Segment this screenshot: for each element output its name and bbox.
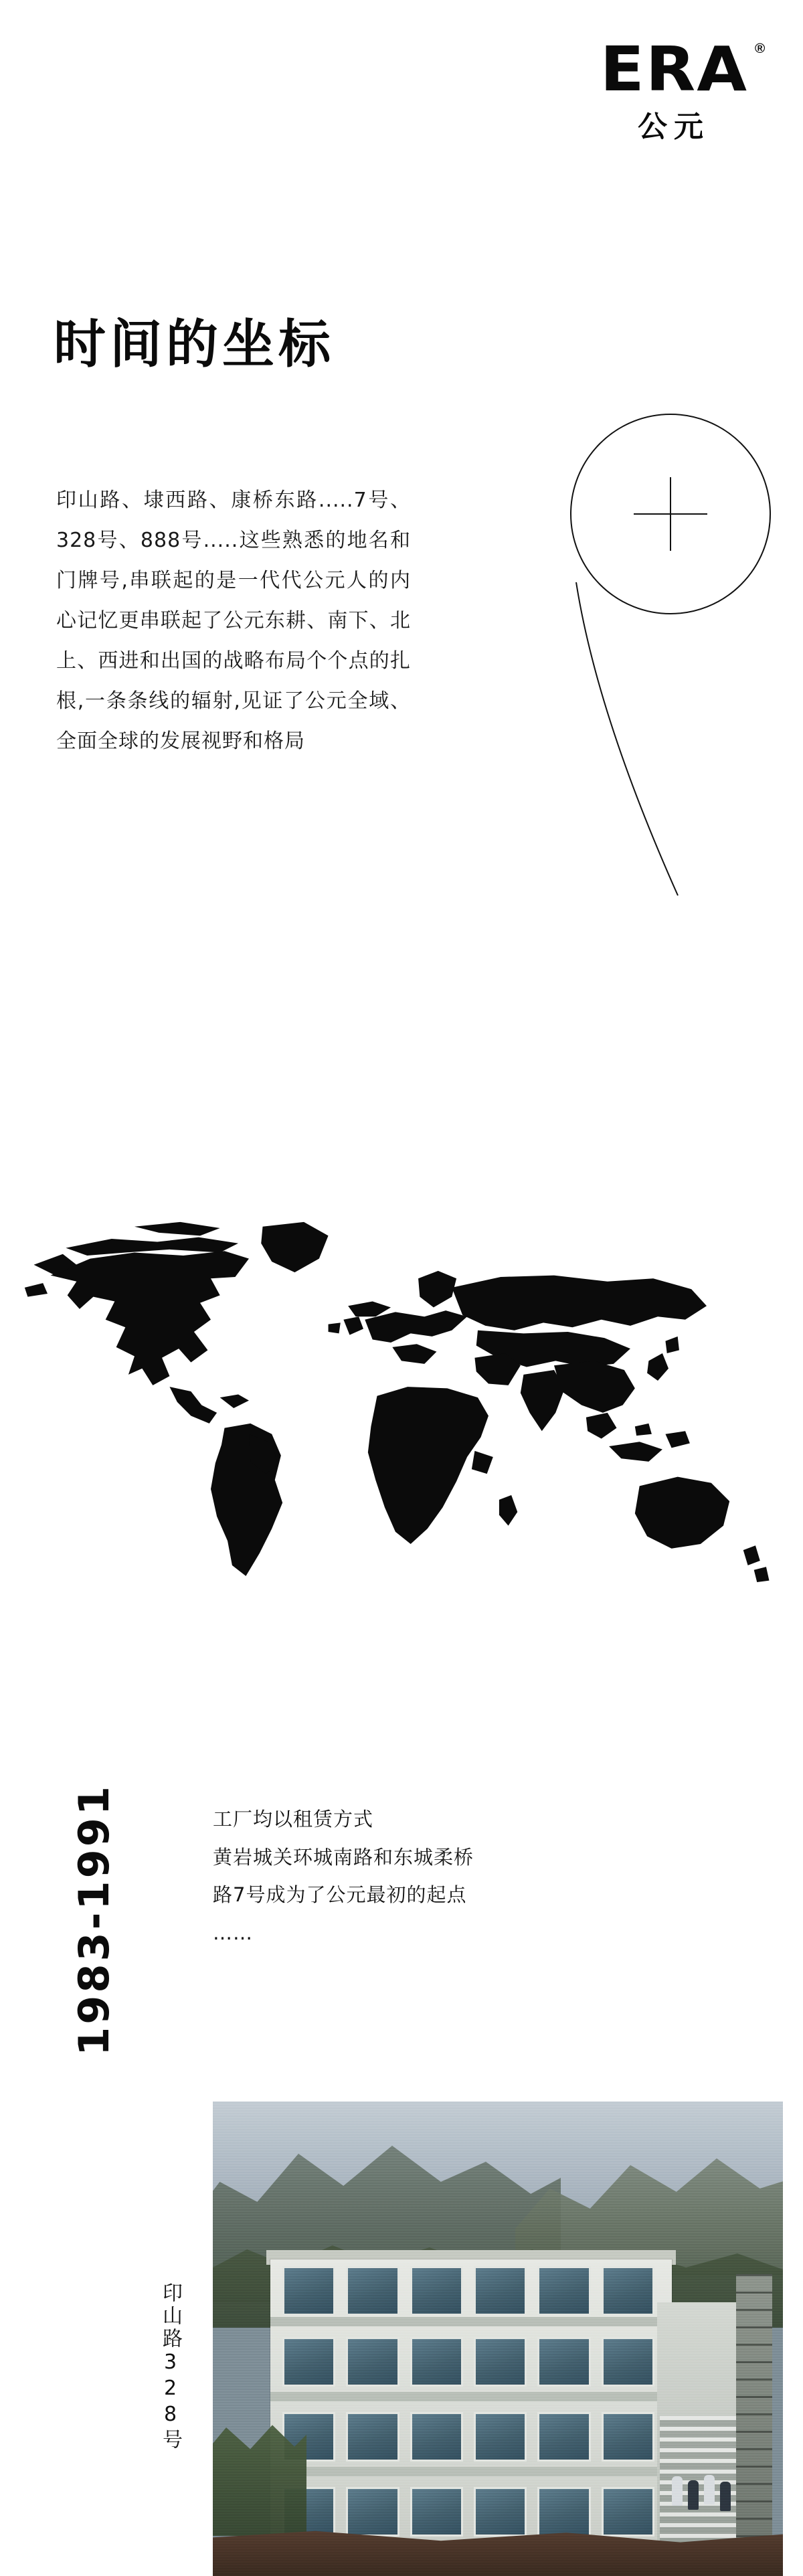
photo-window: [537, 2487, 590, 2537]
world-map: [20, 1198, 783, 1640]
photo-floor-band: [270, 2467, 672, 2476]
era-line-2: 黄岩城关环城南路和东城柔桥: [213, 1845, 474, 1869]
photo-window: [602, 2266, 654, 2316]
intro-paragraph: 印山路、埭西路、康桥东路.....7号、328号、888号.....这些熟悉的地名和门牌号,串联起的是一代代公元人的内心记忆更串联起了公元东耕、南下、北上、西进和出国的战略布局个个点的扎根,一条条线的辐射,见证了公元全域、全面全球的发展视野和格局: [56, 489, 411, 753]
era-description: [213, 1800, 614, 1952]
brand-chinese-name: 公元: [638, 110, 710, 145]
photo-person: [704, 2475, 715, 2504]
photo-window: [602, 2412, 654, 2462]
photo-window: [410, 2412, 463, 2462]
era-line-4: ……: [213, 1921, 253, 1944]
circle-tail-line: [564, 582, 698, 897]
photo-window: [410, 2487, 463, 2537]
crosshair-circle-decoration: [570, 414, 771, 614]
photo-scaffold-tower: [736, 2274, 772, 2562]
brand-logo: [597, 33, 767, 145]
photo-window: [474, 2487, 527, 2537]
photo-window: [474, 2412, 527, 2462]
photo-person: [720, 2482, 731, 2511]
photo-window: [282, 2337, 335, 2387]
photo-window: [346, 2487, 399, 2537]
photo-window: [537, 2412, 590, 2462]
photo-floor-band: [270, 2392, 672, 2401]
brand-wordmark-text: ERA: [600, 33, 748, 105]
photo-window: [282, 2266, 335, 2316]
photo-window-row: [282, 2266, 654, 2316]
photo-window: [537, 2337, 590, 2387]
page-title: 时间的坐标: [54, 315, 335, 375]
factory-photo: [213, 2101, 783, 2576]
registered-trademark-icon: ®: [754, 41, 767, 56]
photo-window: [410, 2266, 463, 2316]
photo-window: [474, 2337, 527, 2387]
photo-window-row: [282, 2337, 654, 2387]
photo-window: [346, 2412, 399, 2462]
photo-person: [688, 2480, 699, 2510]
photo-window: [474, 2266, 527, 2316]
photo-window-row: [282, 2487, 654, 2537]
photo-window-row: [282, 2412, 654, 2462]
world-map-svg: [20, 1198, 783, 1640]
photo-window: [602, 2487, 654, 2537]
brand-wordmark: [600, 33, 767, 105]
photo-window: [602, 2337, 654, 2387]
photo-caption: 印山路328号: [159, 2282, 182, 2452]
era-line-1: 工厂均以租赁方式: [213, 1808, 374, 1830]
photo-window: [346, 2337, 399, 2387]
photo-floor-band: [270, 2317, 672, 2326]
photo-window: [346, 2266, 399, 2316]
photo-person: [672, 2476, 683, 2506]
photo-window: [537, 2266, 590, 2316]
crosshair-vertical-icon: [670, 477, 671, 551]
era-year-range: 1983-1991: [70, 1784, 118, 2056]
photo-window: [410, 2337, 463, 2387]
photo-building: [270, 2259, 672, 2561]
era-line-3: 路7号成为了公元最初的起点: [213, 1883, 467, 1907]
